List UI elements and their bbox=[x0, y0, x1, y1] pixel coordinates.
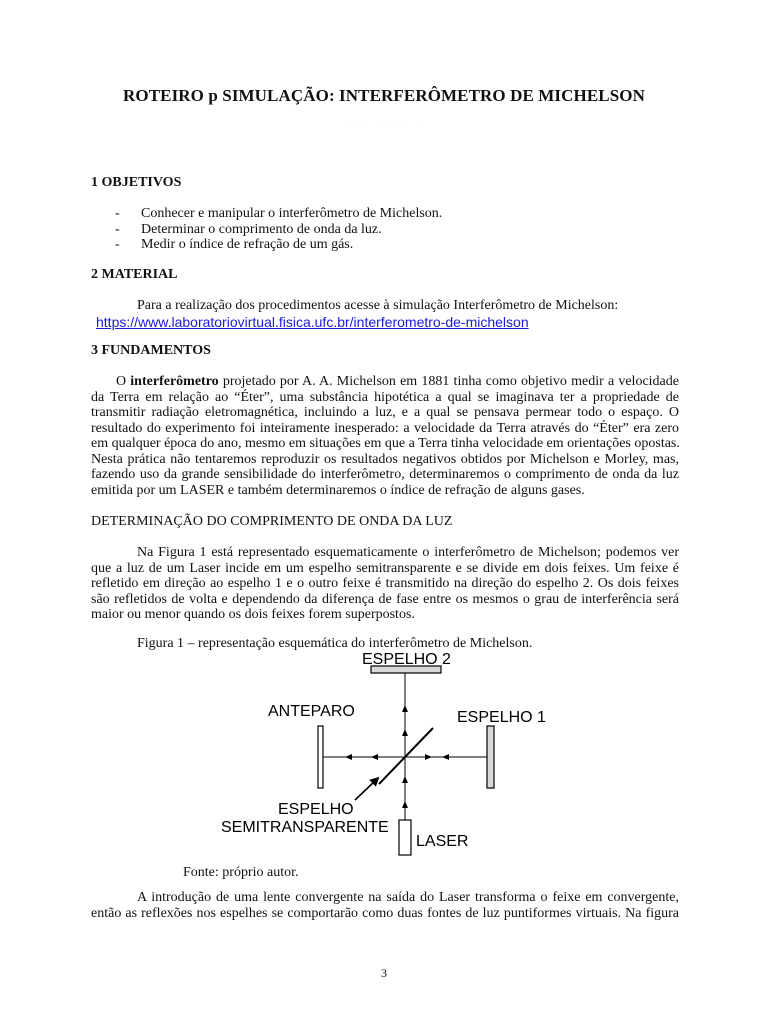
text-run: projetado por A. A. Michelson em 1881 tinha como objetivo medir a velocidade bbox=[218, 374, 679, 389]
beam-splitter bbox=[379, 728, 433, 784]
section-heading-fundamentos: 3 FUNDAMENTOS bbox=[91, 343, 211, 358]
laser-source bbox=[399, 820, 411, 855]
paragraph-line: Na Figura 1 está representado esquematicamente o interferômetro de Michelson; podemos ver bbox=[137, 545, 679, 560]
paragraph-line: que a luz de um Laser incide em um espelho semitransparente e se divide em dois feixes. Um feixe é bbox=[91, 560, 679, 576]
beam-arrow bbox=[402, 776, 408, 783]
page-number: 3 bbox=[381, 966, 387, 980]
paragraph-line: transmitir radiação eletromagnética, incluindo a luz, e a qual se pensava permear todo o espaço. O bbox=[91, 405, 679, 420]
list-item: - Determinar o comprimento de onda da luz. bbox=[115, 222, 442, 238]
screen-anteparo bbox=[318, 726, 323, 788]
section-heading-material: 2 MATERIAL bbox=[91, 267, 178, 282]
paragraph-line: da Terra em relação ao “Éter”, uma substância hipotética a qual se imaginava ter a propriedade de bbox=[91, 389, 679, 405]
label-anteparo: ANTEPARO bbox=[268, 703, 355, 720]
figure-source: Fonte: próprio autor. bbox=[183, 865, 299, 880]
label-semitransparente: SEMITRANSPARENTE bbox=[221, 819, 389, 836]
bold-term: interferômetro bbox=[130, 374, 219, 389]
paragraph-line: resultado do experimento foi inteiramente inesperado: a velocidade da Terra através do “Éter” era zero bbox=[91, 420, 679, 436]
beam-arrow bbox=[371, 754, 378, 760]
label-laser: LASER bbox=[416, 833, 469, 850]
label-espelho2: ESPELHO 2 bbox=[362, 651, 451, 668]
paragraph-line: maior ou menor quando os dois feixes forem superpostos. bbox=[91, 607, 415, 622]
paragraph-lens bbox=[91, 890, 679, 921]
beam-arrow bbox=[345, 754, 352, 760]
faint-subtitle: · · · · · · · · bbox=[346, 122, 422, 130]
text-prefix: O bbox=[116, 374, 131, 389]
list-item: - Medir o índice de refração de um gás. bbox=[115, 237, 442, 253]
paragraph-line: então as reflexões nos espelhes se comportarão como duas fontes de luz puntiformes virtuais. Na figura bbox=[91, 905, 679, 921]
paragraph-line: A introdução de uma lente convergente na saída do Laser transforma o feixe em convergente, bbox=[137, 890, 679, 905]
subsection-heading: DETERMINAÇÃO DO COMPRIMENTO DE ONDA DA LUZ bbox=[91, 514, 453, 529]
mirror-1 bbox=[487, 726, 494, 788]
beam-arrow bbox=[402, 801, 408, 808]
beam-arrow bbox=[442, 754, 449, 760]
paragraph-line: emitida por um LASER e também determinaremos o índice de refração de alguns gases. bbox=[91, 482, 585, 498]
section-heading-objetivos: 1 OBJETIVOS bbox=[91, 175, 182, 190]
label-espelho1: ESPELHO 1 bbox=[457, 709, 546, 726]
page-title: ROTEIRO p SIMULAÇÃO: INTERFERÔMETRO DE MICHELSON bbox=[123, 86, 645, 105]
figure-caption: Figura 1 – representação esquemática do interferômetro de Michelson. bbox=[137, 636, 533, 651]
beam-arrow bbox=[402, 729, 408, 736]
paragraph-line: em qualquer época do ano, mesmo em situações em que a Terra tinha velocidade em orientações opostas. bbox=[91, 436, 680, 451]
paragraph-line: são refletidos de volta e dependendo da diferença de fase entre os mesmos o grau de interferência será bbox=[91, 591, 679, 607]
list-item: - Conhecer e manipular o interferômetro de Michelson. bbox=[115, 206, 442, 222]
simulation-link[interactable]: https://www.laboratoriovirtual.fisica.ufc.br/interferometro-de-michelson bbox=[96, 314, 529, 330]
paragraph-line: fazendo uso da grande sensibilidade do interferômetro, determinaremos o comprimento de onda da luz bbox=[91, 467, 679, 482]
beam-arrow bbox=[425, 754, 432, 760]
paragraph-line: Nesta prática não tentaremos reproduzir os resultados negativos obtidos por Michelson e Morley, mas, bbox=[91, 451, 679, 467]
beam-arrow bbox=[402, 705, 408, 712]
pointer-arrow bbox=[355, 780, 376, 800]
paragraph-line: refletido em direção ao espelho 1 e o outro feixe é transmitido na direção do espelho 2. Os dois feixes bbox=[91, 576, 679, 591]
label-espelho: ESPELHO bbox=[278, 801, 354, 818]
material-text: Para a realização dos procedimentos acesse à simulação Interferômetro de Michelson: bbox=[137, 298, 619, 313]
